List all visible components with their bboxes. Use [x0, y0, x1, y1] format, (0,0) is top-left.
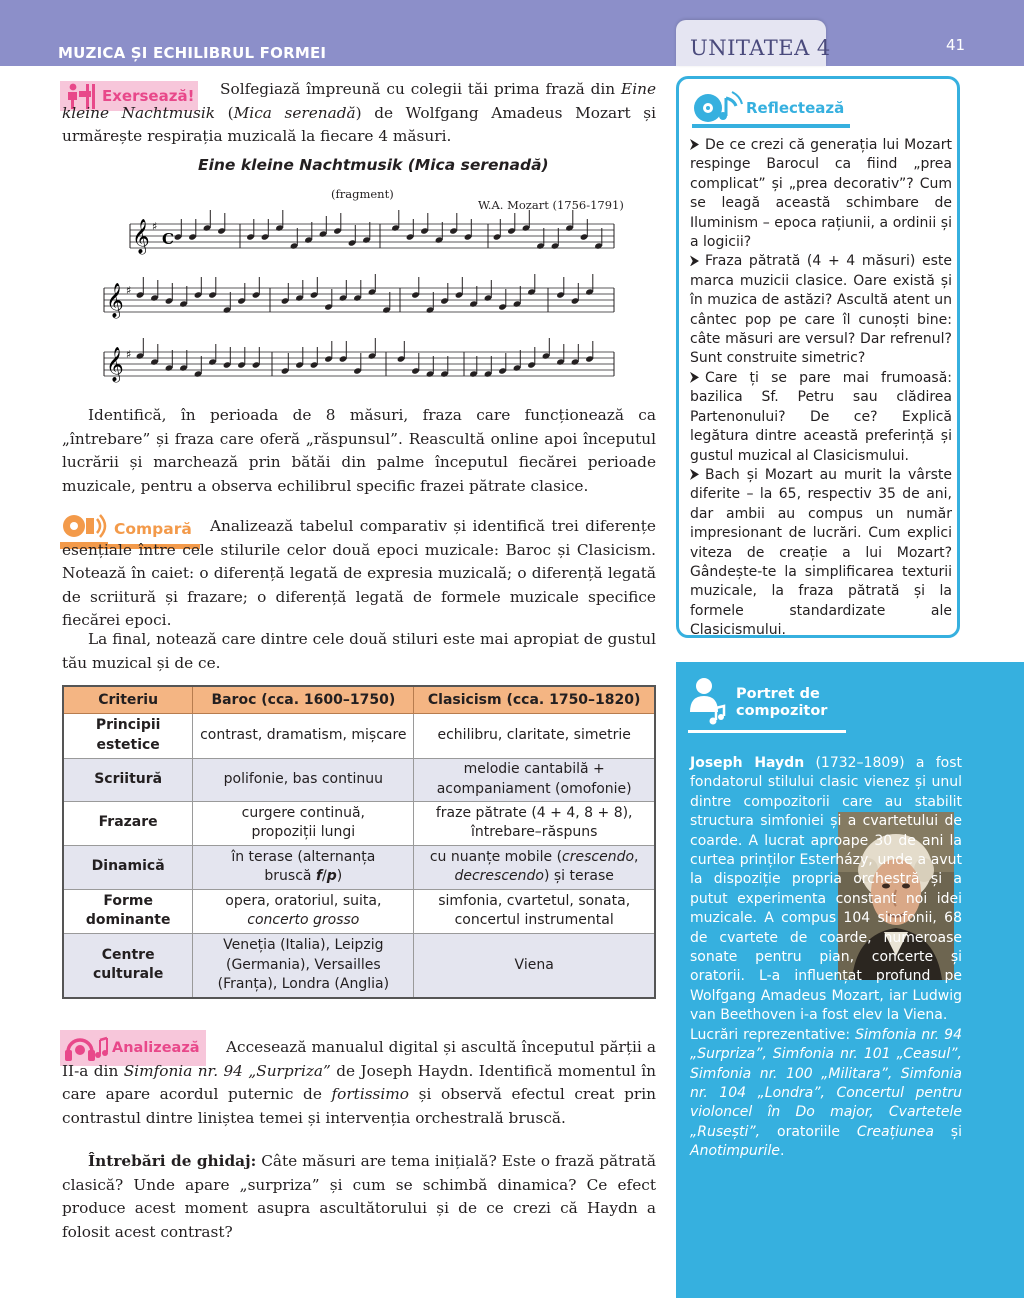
table-cell-baroc: în terase (alternanța bruscă f/p) [193, 845, 414, 889]
page-number: 41 [946, 36, 966, 54]
table-row [63, 889, 655, 933]
table-cell-clasicism: cu nuanțe mobile (crescendo, decrescendo) și terase [414, 845, 655, 889]
table-cell-baroc: polifonie, bas continuu [193, 758, 414, 801]
portret-underline [688, 730, 846, 733]
score-fragment: (fragment) [331, 187, 394, 201]
cd-note-icon [692, 88, 744, 128]
time-signature-icon: C [162, 230, 174, 248]
reflecteaza-label: Reflectează [746, 99, 845, 117]
list-item: Care ți se pare mai frumoasă: bazilica Sf. Petru sau clădirea Partenonului? De ce? Explică legătura dintre această preferință și gustul muzical al Clasicismului. [690, 369, 952, 464]
table-header-row [63, 686, 655, 713]
table-cell-clasicism: Viena [414, 933, 655, 998]
unit-label: UNITATEA 4 [690, 36, 831, 60]
composer-person-icon [688, 676, 728, 726]
sharp-icon: ♯ [126, 284, 132, 297]
table-cell-criteriu: Dinamică [63, 845, 193, 889]
portret-badge-title: Portret de compozitor [736, 686, 828, 719]
table-cell-baroc: contrast, dramatism, mișcare [193, 713, 414, 758]
arrow-bullet-icon [690, 372, 699, 383]
table-header: Baroc (cca. 1600–1750) [193, 686, 414, 713]
table-row [63, 713, 655, 758]
table-row [63, 933, 655, 998]
score-composer: W.A. Mozart (1756-1791) [478, 198, 624, 212]
comparison-table [62, 685, 656, 999]
composer-name: Joseph Haydn [690, 755, 805, 771]
table-cell-baroc: Veneția (Italia), Leipzig (Germania), Versailles (Franța), Londra (Anglia) [193, 933, 414, 998]
table-cell-baroc: curgere continuă, propoziții lungi [193, 801, 414, 845]
table-row [63, 801, 655, 845]
table-cell-clasicism: melodie cantabilă + acompaniament (omofonie) [414, 758, 655, 801]
reflecteaza-badge [692, 88, 852, 128]
analizeaza-text: Accesează manualul digital și ascultă începutul părții a II-a din Simfonia nr. 94 „Surpriza” de Joseph Haydn. Identifică momentul în care apare acordul puternic de fortissimo și observă efectul creat prin contrastul dintre liniștea temei și intervenția orchestrală bruscă. [62, 1038, 656, 1127]
table-header: Criteriu [63, 686, 193, 713]
list-item: Bach și Mozart au murit la vârste diferite – la 65, respectiv 35 de ani, dar ambii au compus un număr impresionant de lucrări. Cum explici viteza de creație a lui Mozart? Gândește-te la simplificarea texturii muzicale, la fraza pătrată și la formele standardizate ale Clasicismului. [690, 466, 952, 639]
reflect-questions [690, 136, 952, 641]
table-header: Clasicism (cca. 1750–1820) [414, 686, 655, 713]
treble-clef-icon: 𝄞 [106, 347, 124, 382]
score-title: Eine kleine Nachtmusik (Mica serenadă) [198, 156, 549, 174]
sharp-icon: ♯ [152, 220, 158, 233]
exerseaza-label: Exersează! [102, 87, 195, 105]
guide-questions: Întrebări de ghidaj: Câte măsuri are tema inițială? Este o frază pătrată clasică? Unde apare „surpriza” și cum se schimbă dinamica? Ce efect produce acest moment asupra ascultătorului și de ce crezi că Haydn a folosit acest contrast? [62, 1152, 657, 1241]
table-cell-criteriu: Forme dominante [63, 889, 193, 933]
table-cell-clasicism: fraze pătrate (4 + 4, 8 + 8), întrebare–răspuns [414, 801, 655, 845]
identify-paragraph: Identifică, în perioada de 8 măsuri, fraza care funcționează ca „întrebare” și fraza care oferă „răspunsul”. Reascultă online apoi începutul lucrării și marchează prin bătăi din palme începutul fiecărei perioade muzicale, pentru a observa echilibrul specific frazei pătrate clasice. [62, 406, 656, 495]
arrow-bullet-icon [690, 255, 699, 266]
portrait-text: Joseph Haydn (1732–1809) a fost fondatorul stilului clasic vienez și unul dintre compozitorii care au stabilit structura simfoniei și a cvartetului de coarde. A lucrat aproape 30 de ani la curtea prinților Esterházy, unde a avut la dispoziție propria orchestră și a putut experimenta constant noi idei muzicale. A compus 104 simfonii, 68 de cvartete de coarde, numeroase sonate pentru pian, concerte și oratorii. L-a influențat profund pe Wolfgang Amadeus Mozart, iar Ludwig van Beethoven i-a fost elev la Viena. Lucrări reprezentative: Simfonia nr. 94 „Surpriza”, Simfonia nr. 101 „Ceasul”, Simfonia nr. 100 „Militara”, Simfonia nr. 104 „Londra”, Concertul pentru violoncel în Do major, Cvartetele „Rusești”, oratoriile Creațiunea și Anotimpurile. [690, 755, 963, 1160]
list-item: Fraza pătrată (4 + 4 măsuri) este marca muzicii clasice. Oare există și în muzica de astăzi? Ascultă atent un cântec pop pe care îl cunoști bine: câte măsuri are versul? Dar refrenul? Sunt construite simetric? [690, 253, 952, 367]
list-item: De ce crezi că generația lui Mozart respinge Barocul ca fiind „prea complicat” și „prea decorativ”? Cum se leagă această schimbare de Iluminism – epoca rațiunii, a ordinii și a logicii? [690, 137, 952, 251]
table-cell-criteriu: Principii estetice [63, 713, 193, 758]
arrow-bullet-icon [690, 469, 699, 480]
table-cell-criteriu: Centre culturale [63, 933, 193, 998]
table-cell-clasicism: simfonia, cvartetul, sonata, concertul instrumental [414, 889, 655, 933]
treble-clef-icon: 𝄞 [132, 219, 150, 254]
table-cell-criteriu: Frazare [63, 801, 193, 845]
reflecteaza-underline [692, 124, 850, 128]
treble-clef-icon: 𝄞 [106, 283, 124, 318]
compara-text: Analizează tabelul comparativ și identifică trei diferențe esențiale între cele stilurile celor două epoci muzicale: Baroc și Clasicism. Notează în caiet: o diferență legată de expresia muzicală; o diferență legată de scriitură și frazare; o diferență legată de formele muzicale specifice fiecărei epoci. [62, 517, 656, 629]
table-cell-baroc: opera, oratoriul, suita, concerto grosso [193, 889, 414, 933]
arrow-bullet-icon [690, 139, 699, 150]
chapter-title: MUZICA ȘI ECHILIBRUL FORMEI [58, 44, 327, 62]
analizeaza-label: Analizează [112, 1040, 200, 1056]
compara-label: Compară [114, 520, 192, 538]
table-cell-criteriu: Scriitură [63, 758, 193, 801]
composer-bio: (1732–1809) a fost fondatorul stilului clasic vienez și unul dintre compozitorii care au stabilit structura simfoniei și a cvartetului de coarde. A lucrat aproape 30 de ani la curtea prinților Esterházy, unde a avut la dispoziție propria orchestră și a putut experimenta constant noi idei muzicale. A compus 104 simfonii, 68 de cvartete de coarde, numeroase sonate pentru pian, concerte și oratorii. L-a influențat profund pe Wolfgang Amadeus Mozart, iar Ludwig van Beethoven i-a fost elev la Viena. [690, 755, 963, 1024]
table-row [63, 845, 655, 889]
exerseaza-text: Solfegiază împreună cu colegii tăi prima frază din Eine kleine Nachtmusik (Mica serenadă) de Wolfgang Amadeus Mozart și urmărește respirația muzicală la fiecare 4 măsuri. [62, 80, 656, 145]
table-row [63, 758, 655, 801]
sharp-icon: ♯ [126, 348, 132, 361]
music-score [100, 210, 620, 390]
works-list: Simfonia nr. 94 „Surpriza”, Simfonia nr. 101 „Ceasul”, Simfonia nr. 100 „Militara”, Simfonia nr. 104 „Londra”, Concertul pentru violoncel în Do major, Cvartetele „Rusești”, [690, 1026, 962, 1140]
table-cell-clasicism: echilibru, claritate, simetrie [414, 713, 655, 758]
works-label: Lucrări reprezentative: [690, 1026, 856, 1043]
compara-final: La final, notează care dintre cele două stiluri este mai apropiat de gustul tău muzical și de ce. [62, 630, 656, 672]
